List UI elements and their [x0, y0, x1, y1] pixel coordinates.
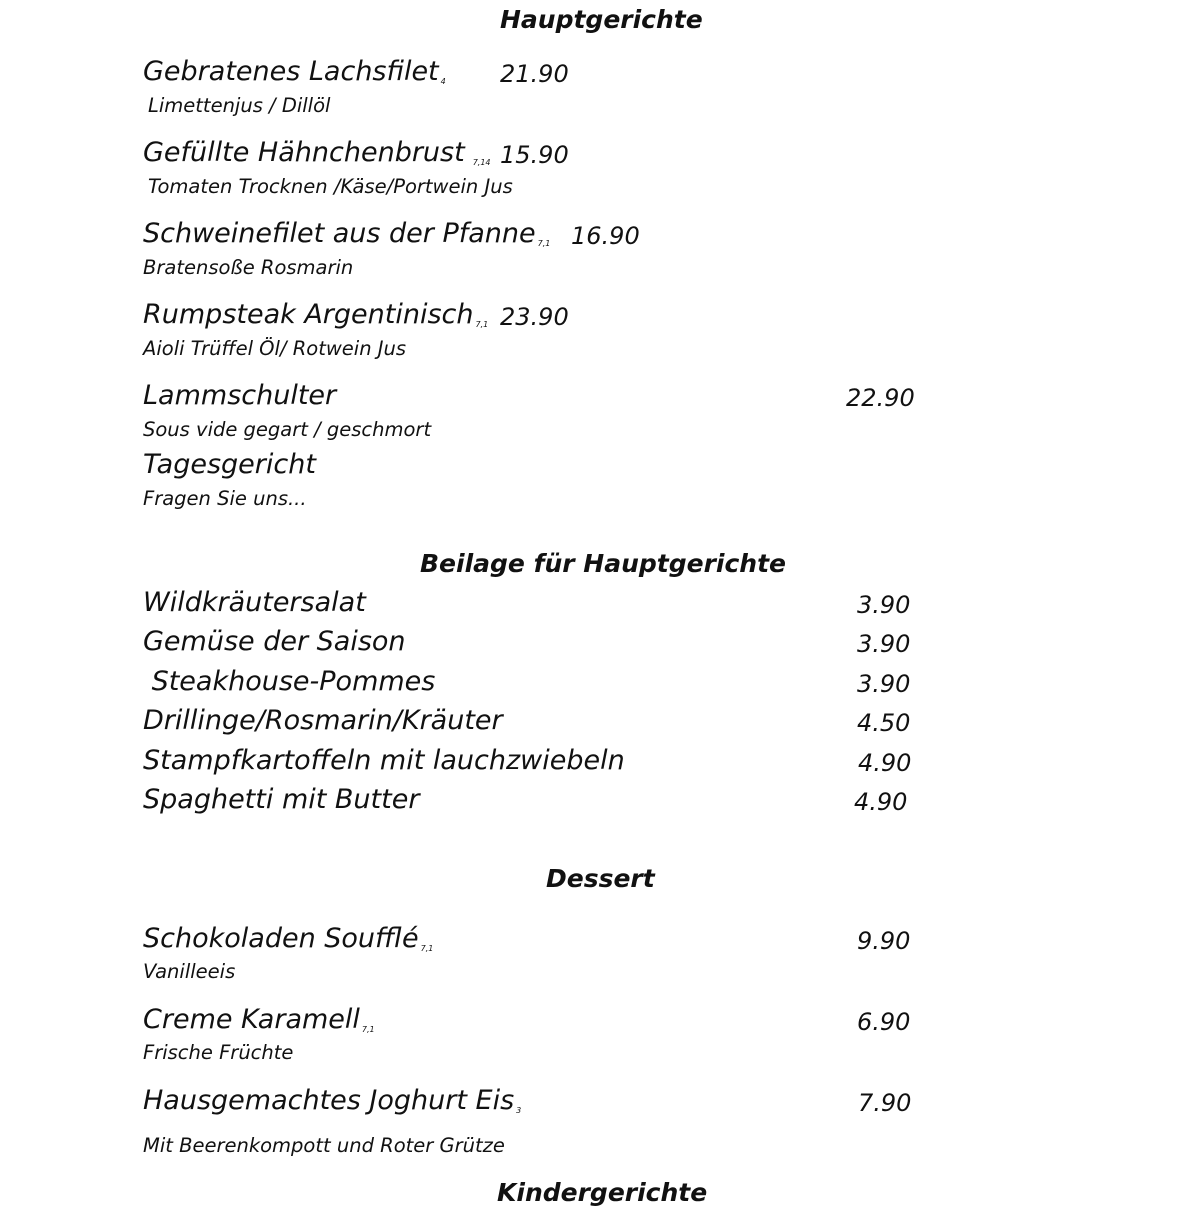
dessert-name-text: Hausgemachtes Joghurt Eis [143, 1085, 515, 1116]
side-price: 4.90 [858, 749, 912, 777]
dish-name-text: Schweinefilet aus der Pfanne [143, 218, 536, 249]
dish-price: 23.90 [500, 303, 569, 331]
dessert-name [143, 1006, 375, 1034]
dish-name [143, 139, 491, 167]
dish-name-text: Gefüllte Hähnchenbrust [143, 137, 465, 168]
side-name: Steakhouse-Pommes [143, 666, 436, 697]
dessert-name [143, 925, 433, 953]
side-price: 3.90 [857, 591, 911, 619]
dessert-description: Vanilleeis [143, 960, 236, 983]
dish-name [143, 220, 550, 248]
dessert-description: Frische Früchte [143, 1041, 294, 1064]
dish-description: Limettenjus / Dillöl [148, 94, 331, 117]
dish-price: 16.90 [571, 222, 640, 250]
side-name: Stampfkartoffeln mit lauchzwiebeln [143, 745, 625, 776]
dessert-description: Mit Beerenkompott und Roter Grütze [143, 1134, 505, 1157]
section-heading-main: Hauptgerichte [500, 5, 703, 34]
dessert-price: 7.90 [858, 1089, 912, 1117]
dessert-name-text: Schokoladen Soufflé [143, 923, 419, 954]
allergen-marker: 7,1 [475, 320, 489, 329]
dish-description: Aioli Trüffel Öl/ Rotwein Jus [143, 337, 407, 360]
side-name: Spaghetti mit Butter [143, 784, 420, 815]
allergen-marker: 7,1 [537, 239, 551, 248]
side-name: Gemüse der Saison [143, 626, 406, 657]
dish-name [143, 301, 488, 329]
side-price: 4.50 [857, 709, 911, 737]
dish-price: 22.90 [846, 384, 915, 412]
side-name: Drillinge/Rosmarin/Kräuter [143, 705, 503, 736]
allergen-marker: 3 [516, 1106, 522, 1115]
section-heading-sides: Beilage für Hauptgerichte [420, 549, 786, 578]
dish-description: Sous vide gegart / geschmort [143, 418, 432, 441]
dish-name-text: Rumpsteak Argentinisch [143, 299, 474, 330]
allergen-marker: 4 [440, 77, 446, 86]
allergen-marker: 7,1 [420, 944, 434, 953]
dessert-name-text: Creme Karamell [143, 1004, 360, 1035]
allergen-marker: 7,14 [472, 158, 491, 167]
dessert-price: 9.90 [857, 927, 911, 955]
section-heading-dessert: Dessert [546, 864, 655, 893]
section-heading-kids: Kindergerichte [497, 1178, 708, 1207]
dish-name: Lammschulter [143, 380, 337, 411]
dish-price: 21.90 [500, 60, 569, 88]
dish-name: Tagesgericht [143, 449, 316, 480]
side-name: Wildkräutersalat [143, 587, 366, 618]
side-price: 3.90 [857, 630, 911, 658]
dish-description: Fragen Sie uns... [143, 487, 307, 510]
side-price: 3.90 [857, 670, 911, 698]
dish-price: 15.90 [500, 141, 569, 169]
dish-description: Tomaten Trocknen /Käse/Portwein Jus [148, 175, 513, 198]
dish-name-text: Gebratenes Lachsfilet [143, 56, 439, 87]
dish-name [143, 58, 446, 86]
allergen-marker: 7,1 [361, 1025, 375, 1034]
dessert-price: 6.90 [857, 1008, 911, 1036]
dessert-name [143, 1087, 521, 1115]
side-price: 4.90 [854, 788, 908, 816]
dish-description: Bratensoße Rosmarin [143, 256, 354, 279]
